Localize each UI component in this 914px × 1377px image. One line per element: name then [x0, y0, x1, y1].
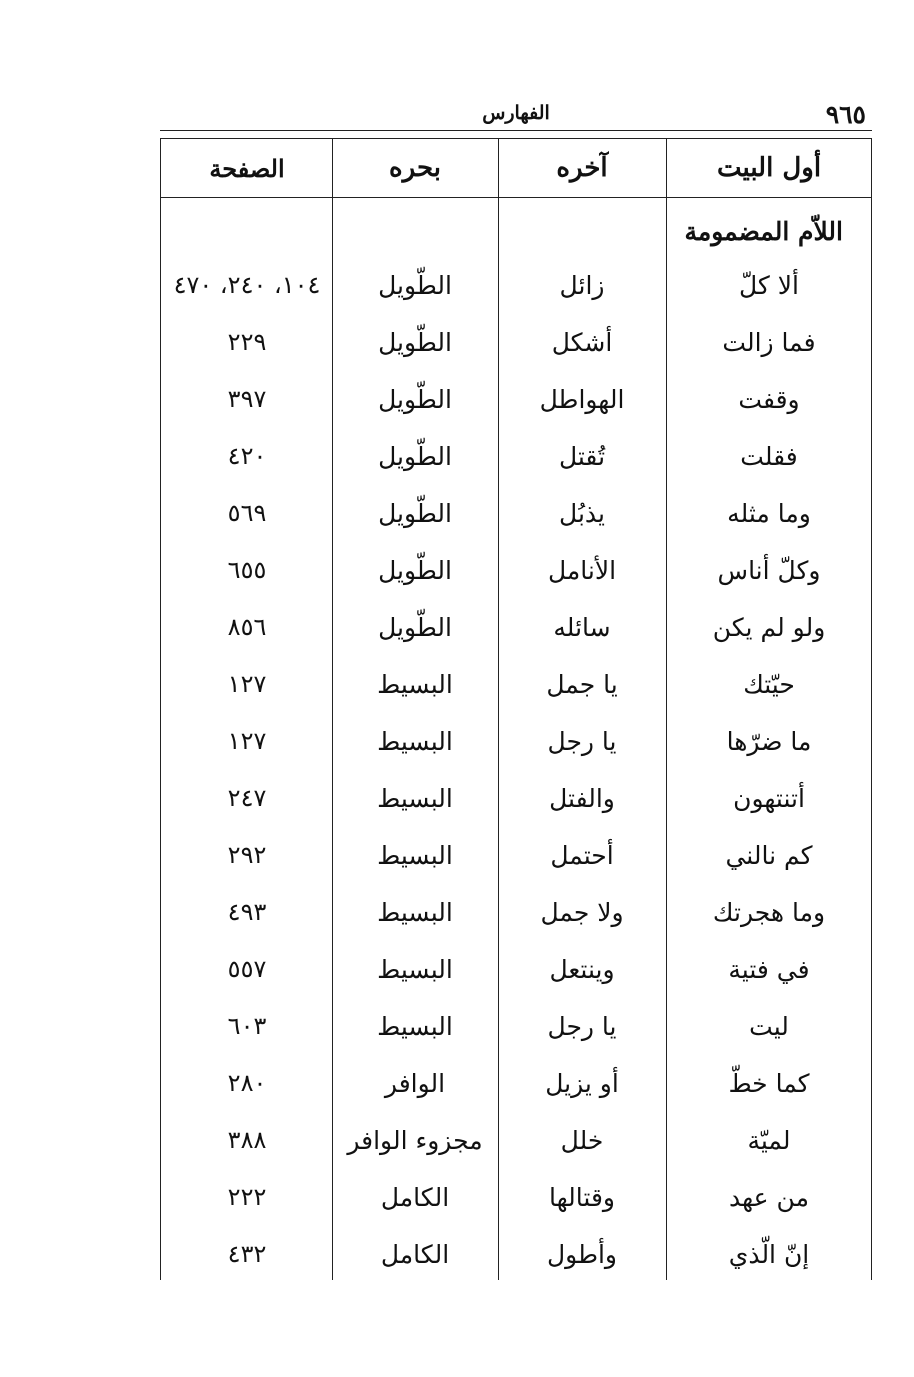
- first-word-cell: من عهد: [729, 1182, 809, 1212]
- first-word-cell: ما ضرّها: [726, 726, 812, 756]
- meter-cell: البسيط: [377, 897, 453, 927]
- last-word-cell: زائل: [559, 270, 605, 300]
- first-word-cell: وما هجرتك: [712, 897, 826, 927]
- table-row: [161, 886, 871, 938]
- meter-cell: الطّويل: [378, 612, 452, 642]
- page-cell: ٦٠٣: [227, 1012, 267, 1040]
- last-word-cell: أو يزيل: [545, 1068, 619, 1098]
- page-cell: ٣٩٧: [227, 385, 267, 413]
- meter-cell: الكامل: [380, 1239, 450, 1269]
- first-word-cell: فقلت: [740, 441, 798, 471]
- table-row: [161, 601, 871, 653]
- page-cell: ٤٣٢: [227, 1240, 267, 1268]
- last-word-cell: ولا جمل: [540, 897, 624, 927]
- table-row: [161, 1228, 871, 1280]
- table-row: [161, 772, 871, 824]
- meter-cell: الطّويل: [378, 270, 452, 300]
- last-word-cell: وقتالها: [549, 1182, 615, 1212]
- last-word-cell: وينتعل: [549, 954, 615, 984]
- table-row: [161, 1000, 871, 1052]
- first-word-cell: ليت: [749, 1011, 789, 1041]
- page-header: [160, 96, 872, 130]
- running-title: الفهارس: [482, 102, 550, 124]
- table-row: [161, 658, 871, 710]
- page-cell: ٢٨٠: [227, 1069, 267, 1097]
- page-cell: ٢٢٩: [227, 328, 267, 356]
- first-word-cell: ألا كلّ: [739, 270, 799, 300]
- page-cell: ٤٩٣: [227, 898, 267, 926]
- page-cell: ٢٤٧: [227, 784, 267, 812]
- meter-cell: مجزوء الوافر: [347, 1125, 483, 1155]
- first-word-cell: إنّ الّذي: [728, 1239, 810, 1269]
- table-row: [161, 259, 871, 311]
- page-cell: ٣٨٨: [227, 1126, 267, 1154]
- meter-cell: البسيط: [377, 783, 453, 813]
- last-word-cell: يا جمل: [546, 669, 618, 699]
- first-word-cell: في فتية: [728, 954, 810, 984]
- column-header-meter: بحره: [389, 153, 441, 183]
- table-row: [161, 1057, 871, 1109]
- table-row: [161, 487, 871, 539]
- column-header-last-word: آخره: [556, 153, 608, 183]
- last-word-cell: الأنامل: [547, 555, 617, 585]
- page-cell: ٤٢٠: [227, 442, 267, 470]
- table-row: [161, 430, 871, 482]
- first-word-cell: وقفت: [738, 384, 800, 414]
- last-word-cell: والفتل: [549, 783, 615, 813]
- section-heading: اللاّم المضمومة: [684, 217, 843, 246]
- meter-cell: الكامل: [380, 1182, 450, 1212]
- meter-cell: البسيط: [377, 954, 453, 984]
- last-word-cell: أحتمل: [550, 840, 614, 870]
- meter-cell: البسيط: [377, 669, 453, 699]
- column-header-first-word: أول البيت: [716, 153, 822, 183]
- last-word-cell: سائله: [553, 612, 611, 642]
- first-word-cell: لميّة: [747, 1125, 791, 1155]
- page-cell: ٥٦٩: [227, 499, 267, 527]
- last-word-cell: أشكل: [551, 327, 613, 357]
- page-cell: ٢٢٢: [227, 1183, 267, 1211]
- meter-cell: الطّويل: [378, 498, 452, 528]
- table-row: [161, 373, 871, 425]
- meter-cell: البسيط: [377, 840, 453, 870]
- meter-cell: الطّويل: [378, 327, 452, 357]
- table-row: [161, 715, 871, 767]
- header-rule: [160, 130, 872, 131]
- poetry-index-table: [160, 138, 872, 1280]
- table-row: [161, 1114, 871, 1166]
- last-word-cell: وأطول: [547, 1239, 617, 1269]
- table-row: [161, 316, 871, 368]
- table-row: [161, 829, 871, 881]
- page-cell: ١٢٧: [227, 670, 267, 698]
- first-word-cell: كم نالني: [725, 840, 813, 870]
- meter-cell: الطّويل: [378, 441, 452, 471]
- meter-cell: البسيط: [377, 1011, 453, 1041]
- first-word-cell: كما خطّ: [728, 1068, 810, 1098]
- meter-cell: البسيط: [377, 726, 453, 756]
- table-row: [161, 943, 871, 995]
- last-word-cell: يا رجل: [547, 1011, 617, 1041]
- header-divider: [161, 197, 871, 198]
- page-number: ٩٦٥: [825, 100, 866, 129]
- first-word-cell: وما مثله: [727, 498, 811, 528]
- last-word-cell: يا رجل: [547, 726, 617, 756]
- first-word-cell: ولو لم يكن: [712, 612, 826, 642]
- table-row: [161, 544, 871, 596]
- table-row: [161, 1171, 871, 1223]
- page-cell: ٦٥٥: [227, 556, 267, 584]
- meter-cell: الطّويل: [378, 384, 452, 414]
- first-word-cell: أتنتهون: [733, 783, 805, 813]
- page-cell: ٨٥٦: [227, 613, 267, 641]
- first-word-cell: وكلّ أناس: [717, 555, 821, 585]
- column-header-page: الصفحة: [209, 153, 285, 183]
- page-cell: ١٢٧: [227, 727, 267, 755]
- last-word-cell: تُقتل: [558, 441, 606, 471]
- meter-cell: الوافر: [384, 1068, 446, 1098]
- first-word-cell: فما زالت: [722, 327, 816, 357]
- first-word-cell: حيّتك: [743, 669, 795, 699]
- page-cell: ١٠٤، ٢٤٠، ٤٧٠: [173, 271, 321, 299]
- last-word-cell: يذبُل: [559, 498, 605, 528]
- last-word-cell: الهواطل: [539, 384, 625, 414]
- page-cell: ٥٥٧: [227, 955, 267, 983]
- page-cell: ٢٩٢: [227, 841, 267, 869]
- meter-cell: الطّويل: [378, 555, 452, 585]
- last-word-cell: خلل: [560, 1125, 604, 1155]
